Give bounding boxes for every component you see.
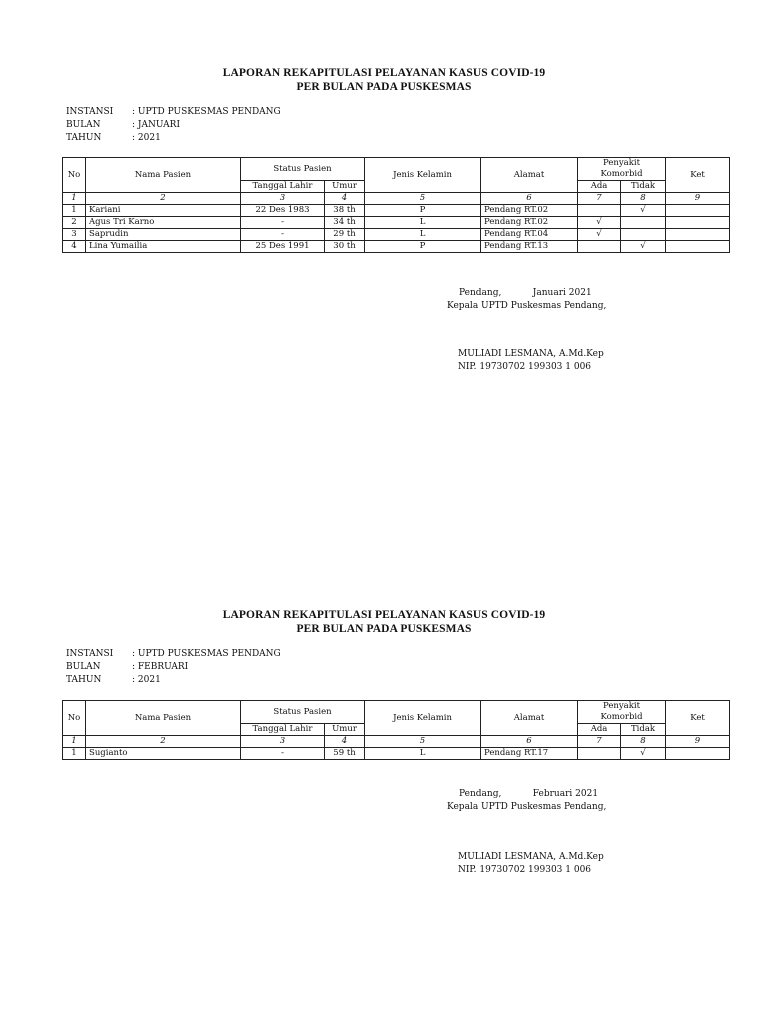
signer-block: [458, 348, 604, 374]
title-line-1: LAPORAN REKAPITULASI PELAYANAN KASUS COVID-19: [222, 67, 546, 79]
colnum-2: 2: [86, 736, 241, 748]
cell-ket: [666, 205, 730, 217]
header-tidak: Tidak: [621, 181, 666, 193]
cell-alamat: Pendang RT.02: [481, 217, 578, 229]
cell-ket: [666, 229, 730, 241]
header-no: No: [63, 701, 86, 736]
report-meta: [66, 648, 281, 687]
signer-name: MULIADI LESMANA, A.Md.Kep: [458, 852, 604, 862]
colnum-5: 5: [365, 193, 481, 205]
title-line-1: LAPORAN REKAPITULASI PELAYANAN KASUS COVID-19: [222, 609, 546, 621]
patient-table: [62, 157, 730, 253]
cell-tidak: √: [621, 748, 666, 760]
place-date: Pendang, Februari 2021: [459, 789, 599, 799]
title-line-2: PER BULAN PADA PUSKESMAS: [296, 623, 472, 635]
colnum-9: 9: [666, 736, 730, 748]
cell-jenis-kelamin: P: [365, 205, 481, 217]
header-nama: Nama Pasien: [86, 701, 241, 736]
cell-ada: [578, 748, 621, 760]
cell-no: 3: [63, 229, 86, 241]
instansi-value: : UPTD PUSKESMAS PENDANG: [132, 649, 281, 659]
tahun-value: : 2021: [132, 133, 161, 143]
header-ada: Ada: [578, 181, 621, 193]
cell-ket: [666, 241, 730, 253]
cell-alamat: Pendang RT.02: [481, 205, 578, 217]
table-row: [63, 748, 730, 760]
header-alamat: Alamat: [481, 158, 578, 193]
cell-no: 4: [63, 241, 86, 253]
header-jenis-kelamin: Jenis Kelamin: [365, 158, 481, 193]
cell-jenis-kelamin: L: [365, 748, 481, 760]
report-title: [0, 608, 768, 636]
signature-block: [447, 287, 606, 313]
signer-title: Kepala UPTD Puskesmas Pendang,: [447, 301, 607, 311]
cell-ada: [578, 241, 621, 253]
signer-title: Kepala UPTD Puskesmas Pendang,: [447, 802, 607, 812]
cell-nama: Sugianto: [86, 748, 241, 760]
cell-no: 1: [63, 205, 86, 217]
cell-nama: Agus Tri Karno: [86, 217, 241, 229]
cell-ada: √: [578, 217, 621, 229]
colnum-3: 3: [241, 736, 325, 748]
header-nama: Nama Pasien: [86, 158, 241, 193]
cell-no: 1: [63, 748, 86, 760]
colnum-4: 4: [325, 736, 365, 748]
colnum-6: 6: [481, 193, 578, 205]
cell-tgl-lahir: 25 Des 1991: [241, 241, 325, 253]
cell-umur: 30 th: [325, 241, 365, 253]
colnum-5: 5: [365, 736, 481, 748]
colnum-2: 2: [86, 193, 241, 205]
cell-tgl-lahir: 22 Des 1983: [241, 205, 325, 217]
header-status: Status Pasien: [241, 701, 365, 724]
cell-nama: Kariani: [86, 205, 241, 217]
colnum-8: 8: [621, 193, 666, 205]
cell-tidak: [621, 217, 666, 229]
cell-tgl-lahir: -: [241, 229, 325, 241]
instansi-value: : UPTD PUSKESMAS PENDANG: [132, 107, 281, 117]
colnum-7: 7: [578, 193, 621, 205]
header-alamat: Alamat: [481, 701, 578, 736]
table-row: [63, 229, 730, 241]
cell-jenis-kelamin: L: [365, 229, 481, 241]
header-no: No: [63, 158, 86, 193]
header-status: Status Pasien: [241, 158, 365, 181]
header-ket: Ket: [666, 158, 730, 193]
signer-name: MULIADI LESMANA, A.Md.Kep: [458, 349, 604, 359]
meta-instansi: [66, 106, 281, 119]
instansi-label: INSTANSI: [66, 107, 114, 117]
header-jenis-kelamin: Jenis Kelamin: [365, 701, 481, 736]
cell-alamat: Pendang RT.04: [481, 229, 578, 241]
cell-tgl-lahir: -: [241, 748, 325, 760]
colnum-9: 9: [666, 193, 730, 205]
colnum-1: 1: [63, 736, 86, 748]
table-row: [63, 217, 730, 229]
header-umur: Umur: [325, 724, 365, 736]
column-number-row: [63, 193, 730, 205]
patient-table: [62, 700, 730, 760]
header-tgl-lahir: Tanggal Lahir: [241, 181, 325, 193]
header-tgl-lahir: Tanggal Lahir: [241, 724, 325, 736]
place-date: Pendang, Januari 2021: [459, 288, 592, 298]
cell-tidak: √: [621, 205, 666, 217]
bulan-value: : FEBRUARI: [132, 662, 189, 672]
report-title: [0, 66, 768, 94]
cell-tgl-lahir: -: [241, 217, 325, 229]
bulan-label: BULAN: [66, 662, 101, 672]
colnum-7: 7: [578, 736, 621, 748]
cell-ada: √: [578, 229, 621, 241]
meta-bulan: [66, 661, 281, 674]
colnum-4: 4: [325, 193, 365, 205]
header-komorbid: Penyakit Komorbid: [578, 701, 666, 724]
cell-nama: Saprudin: [86, 229, 241, 241]
header-komorbid: Penyakit Komorbid: [578, 158, 666, 181]
cell-no: 2: [63, 217, 86, 229]
signature-block: [447, 788, 606, 814]
tahun-label: TAHUN: [66, 675, 102, 685]
header-umur: Umur: [325, 181, 365, 193]
signer-block: [458, 851, 604, 877]
header-ada: Ada: [578, 724, 621, 736]
header-tidak: Tidak: [621, 724, 666, 736]
meta-bulan: [66, 119, 281, 132]
header-ket: Ket: [666, 701, 730, 736]
colnum-8: 8: [621, 736, 666, 748]
signer-nip: NIP. 19730702 199303 1 006: [458, 362, 592, 372]
bulan-label: BULAN: [66, 120, 101, 130]
colnum-1: 1: [63, 193, 86, 205]
cell-jenis-kelamin: P: [365, 241, 481, 253]
cell-ada: [578, 205, 621, 217]
table-row: [63, 205, 730, 217]
tahun-label: TAHUN: [66, 133, 102, 143]
cell-umur: 38 th: [325, 205, 365, 217]
cell-jenis-kelamin: L: [365, 217, 481, 229]
cell-ket: [666, 748, 730, 760]
colnum-3: 3: [241, 193, 325, 205]
title-line-2: PER BULAN PADA PUSKESMAS: [296, 81, 472, 93]
meta-instansi: [66, 648, 281, 661]
cell-tidak: √: [621, 241, 666, 253]
table-row: [63, 241, 730, 253]
report-meta: [66, 106, 281, 145]
meta-tahun: [66, 132, 281, 145]
cell-alamat: Pendang RT.17: [481, 748, 578, 760]
signer-nip: NIP. 19730702 199303 1 006: [458, 865, 592, 875]
bulan-value: : JANUARI: [132, 120, 181, 130]
cell-umur: 29 th: [325, 229, 365, 241]
meta-tahun: [66, 674, 281, 687]
tahun-value: : 2021: [132, 675, 161, 685]
cell-umur: 59 th: [325, 748, 365, 760]
cell-nama: Lina Yumailia: [86, 241, 241, 253]
cell-alamat: Pendang RT.13: [481, 241, 578, 253]
instansi-label: INSTANSI: [66, 649, 114, 659]
cell-tidak: [621, 229, 666, 241]
colnum-6: 6: [481, 736, 578, 748]
column-number-row: [63, 736, 730, 748]
cell-umur: 34 th: [325, 217, 365, 229]
cell-ket: [666, 217, 730, 229]
